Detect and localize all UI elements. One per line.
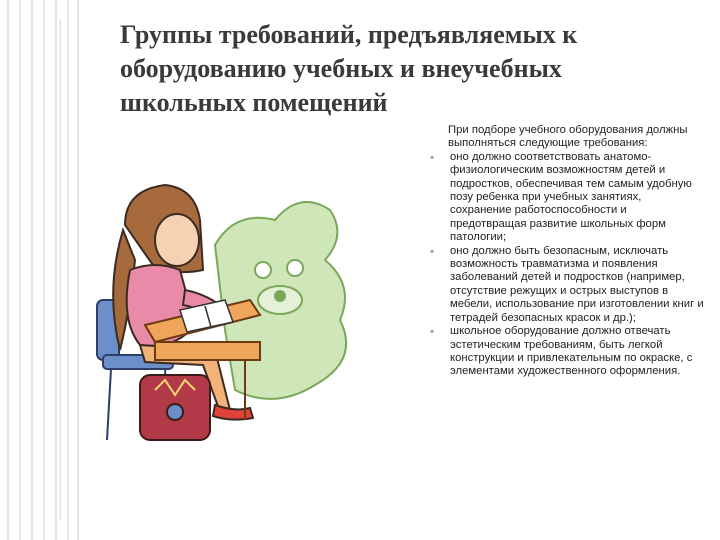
requirement-text-2: оно должно быть безопасным, исключать возможность травматизма и появления заболеваний детей и подростков (например, отсутствие режущих и острых выступов в мебели, использование при изготовлении книг и тетрадей безопасных красок и др.);	[450, 244, 704, 324]
bullet-icon: ▪	[430, 149, 435, 164]
requirement-text-1: оно должно соответствовать анатомо-физиологическим возможностям детей и подростков, обеспечивая тем самым удобную позу ребенка при учебных занятиях, сохранение работоспособности и предотвращая развитие школьных форм патологии;	[450, 150, 692, 244]
decorative-stripes	[0, 0, 80, 540]
list-item	[428, 151, 706, 245]
bullet-icon: ▪	[430, 324, 435, 339]
slide-title	[120, 18, 680, 120]
title-line-2: оборудованию учебных и внеучебных	[120, 54, 562, 83]
title-line-3: школьных помещений	[120, 88, 388, 117]
girl-studying-at-desk-icon	[85, 150, 370, 450]
requirement-text-3: школьное оборудование должно отвечать эстетическим требованиям, быть легкой конструкции и привлекательным по окраске, с элементами художественного оформления.	[450, 325, 693, 378]
bear-background	[215, 202, 346, 399]
list-item	[428, 325, 706, 379]
title-line-1: Группы требований, предъявляемых к	[120, 20, 578, 49]
backpack	[140, 375, 210, 440]
requirements-list	[428, 151, 706, 379]
bullet-icon: ▪	[430, 243, 435, 258]
intro-paragraph: При подборе учебного оборудования должны выполняться следующие требования:	[448, 124, 688, 150]
list-item	[428, 245, 706, 325]
requirements-text	[428, 124, 706, 379]
